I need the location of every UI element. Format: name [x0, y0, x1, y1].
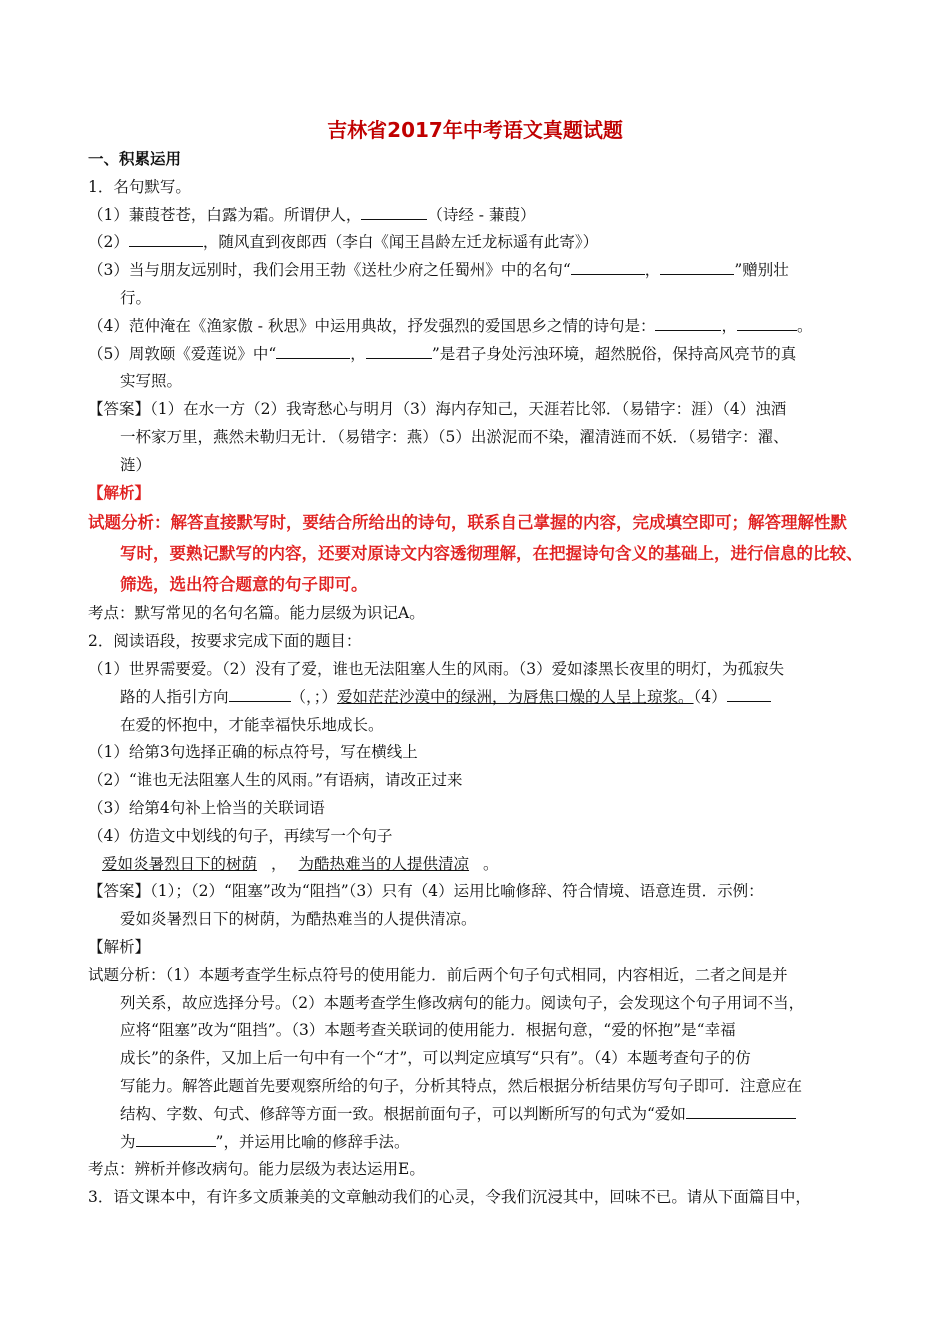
q2-sub-3: （3）给第4句补上恰当的关联词语: [88, 798, 325, 817]
q1-answer: 【答案】（1）在水一方（2）我寄愁心与明月（3）海内存知己，天涯若比邻．（易错字：涯）（4）浊酒: [88, 400, 787, 419]
fill-blank[interactable]: [655, 315, 721, 331]
q2-exam-point: 考点：辨析并修改病句。能力层级为表达运用E。: [88, 1160, 425, 1179]
section-heading: 一、积累运用: [88, 150, 182, 168]
q1-item-5-cont: 实写照。: [120, 372, 183, 391]
page-title: 吉林省2017年中考语文真题试题: [327, 118, 623, 142]
fill-blank[interactable]: [366, 343, 432, 359]
q2-passage-cont: 在爱的怀抱中，才能幸福快乐地成长。: [120, 715, 384, 734]
fill-blank[interactable]: [361, 204, 427, 220]
q2-analysis-text: 应将“阻塞”改为“阻挡”。（3）本题考查关联词的使用能力．根据句意，“爱的怀抱”是“幸福: [120, 1021, 736, 1040]
q1-answer-cont: 涟）: [120, 455, 152, 474]
q2-analysis-label: 【解析】: [88, 937, 151, 956]
q2-analysis-text: 为 ”，并运用比喻的修辞手法。: [120, 1132, 410, 1151]
q2-analysis-text: 成长”的条件，又加上后一句中有一个“才”，可以判定应填写“只有”。（4）本题考查句子的仿: [120, 1049, 751, 1068]
q1-item-3: （3）当与朋友远别时，我们会用王勃《送杜少府之任蜀州》中的名句“ ， ”赠别壮: [88, 261, 789, 280]
fill-blank[interactable]: [660, 259, 734, 275]
q1-analysis-text: 筛选，选出符合题意的句子即可。: [120, 575, 368, 595]
q2-answer-cont: 爱如炎暑烈日下的树荫，为酷热难当的人提供清凉。: [120, 910, 477, 929]
underlined-sentence: 爱如茫茫沙漠中的绿洲，为唇焦口燥的人呈上琼浆。: [337, 687, 694, 706]
q1-item-2: （2） ，随风直到夜郎西（李白《闻王昌龄左迁龙标遥有此寄》）: [88, 233, 599, 252]
q2-analysis-text: 列关系，故应选择分号。（2）本题考查学生修改病句的能力。阅读句子，会发现这个句子用词不当，: [120, 993, 805, 1012]
fill-blank[interactable]: [129, 231, 203, 247]
q2-analysis-text: 试题分析：（1）本题考查学生标点符号的使用能力．前后两个句子句式相同，内容相近，二者之间是并: [88, 965, 788, 984]
fill-blank[interactable]: [136, 1131, 216, 1147]
q1-item-3-cont: 行。: [120, 288, 152, 307]
q1-item-1: （1）蒹葭苍苍，白露为霜。所谓伊人， （诗经 - 蒹葭）: [88, 205, 536, 224]
q2-analysis-text: 写能力。解答此题首先要观察所给的句子，分析其特点，然后根据分析结果仿写句子即可．注意应在: [120, 1076, 803, 1095]
q2-passage-cont: 路的人指引方向 （，；）爱如茫茫沙漠中的绿洲，为唇焦口燥的人呈上琼浆。（4）: [88, 684, 863, 712]
q1-analysis-text: 试题分析：解答直接默写时，要结合所给出的诗句，联系自己掌握的内容，完成填空即可；解答理解性默: [88, 513, 847, 533]
q1-heading: 1．名句默写。: [88, 177, 191, 196]
fill-blank[interactable]: [571, 259, 645, 275]
q2-answer: 【答案】（1）；（2）“阻塞”改为“阻挡”（3）只有（4）运用比喻修辞、符合情境、语意连贯．示例：: [88, 882, 764, 901]
q1-answer-cont: 一杯家万里，燕然未勒归无计．（易错字：燕）（5）出淤泥而不染，濯清涟而不妖．（易错字：濯、: [120, 427, 789, 446]
fill-blank[interactable]: [686, 1103, 796, 1119]
document-body: [88, 146, 863, 1212]
q2-sub-4: （4）仿造文中划线的句子，再续写一个句子: [88, 826, 393, 845]
q1-item-5: （5）周敦颐《爱莲说》中“ ， ”是君子身处污浊环境，超然脱俗，保持高风亮节的真: [88, 344, 797, 363]
fill-blank[interactable]: [737, 315, 797, 331]
fill-blank[interactable]: [229, 686, 291, 702]
fill-blank[interactable]: [276, 343, 350, 359]
q2-imitation-line: 爱如炎暑烈日下的树荫 ， 为酷热难当的人提供清凉 。: [102, 854, 499, 873]
q2-passage: （1）世界需要爱。（2）没有了爱，谁也无法阻塞人生的风雨。（3）爱如漆黑长夜里的明灯，为孤寂失: [88, 659, 785, 678]
q1-exam-point: 考点：默写常见的名句名篇。能力层级为识记A。: [88, 604, 425, 623]
q2-heading: 2．阅读语段，按要求完成下面的题目：: [88, 632, 362, 651]
q2-sub-2: （2）“谁也无法阻塞人生的风雨。”有语病，请改正过来: [88, 771, 463, 790]
q2-sub-1: （1）给第3句选择正确的标点符号，写在横线上: [88, 743, 418, 762]
q1-analysis-label: 【解析】: [88, 483, 151, 502]
fill-blank[interactable]: [727, 686, 771, 702]
q2-analysis-text: 结构、字数、句式、修辞等方面一致。根据前面句子，可以判断所写的句式为“爱如: [88, 1101, 863, 1129]
q1-analysis-text: 写时，要熟记默写的内容，还要对原诗文内容透彻理解，在把握诗句含义的基础上，进行信息的比较、: [120, 544, 863, 564]
q1-item-4: （4）范仲淹在《渔家傲 - 秋思》中运用典故，抒发强烈的爱国思乡之情的诗句是： ， 。: [88, 316, 813, 335]
q3-heading: 3．语文课本中，有许多文质兼美的文章触动我们的心灵，令我们沉浸其中，回味不已。请从下面篇目中，: [88, 1188, 811, 1207]
